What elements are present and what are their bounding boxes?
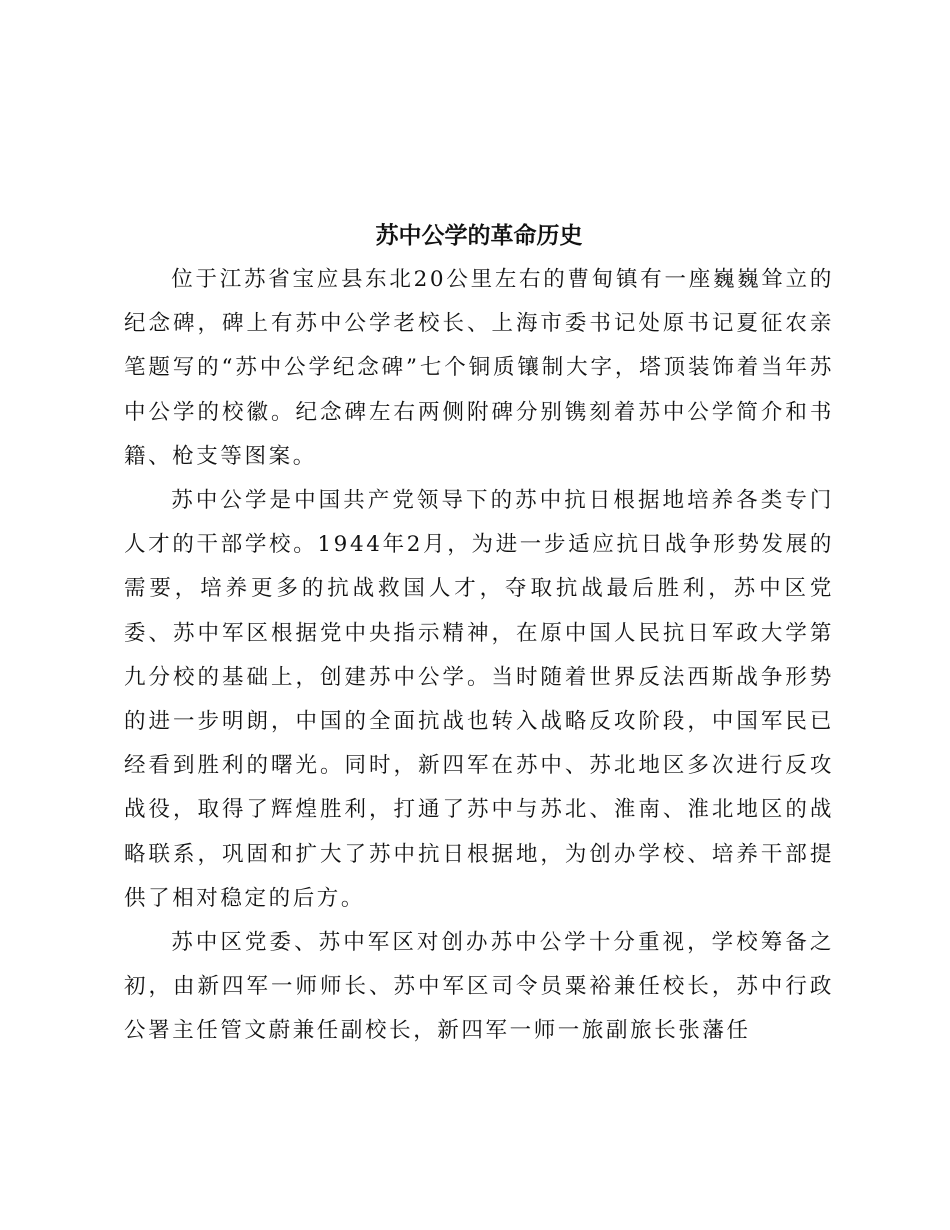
paragraph-monument: 位于江苏省宝应县东北20公里左右的曹甸镇有一座巍巍耸立的纪念碑，碑上有苏中公学老校长、上海市委书记处原书记夏征农亲笔题写的“苏中公学纪念碑”七个铜质镶制大字，塔顶装饰着当年苏中公学的校徽。纪念碑左右两侧附碑分别镌刻着苏中公学简介和书籍、枪支等图案。 — [124, 267, 834, 469]
paragraph-leadership: 苏中区党委、苏中军区对创办苏中公学十分重视，学校筹备之初，由新四军一师师长、苏中军区司令员粟裕兼任校长，苏中行政公署主任管文蔚兼任副校长，新四军一师一旅副旅长张藩任 — [124, 930, 834, 1044]
paragraph-founding: 苏中公学是中国共产党领导下的苏中抗日根据地培养各类专门人才的干部学校。1944年2月，为进一步适应抗日战争形势发展的需要，培养更多的抗战救国人才，夺取抗战最后胜利，苏中区党委、苏中军区根据党中央指示精神，在原中国人民抗日军政大学第九分校的基础上，创建苏中公学。当时随着世界反法西斯战争形势的进一步明朗，中国的全面抗战也转入战略反攻阶段，中国军民已经看到胜利的曙光。同时，新四军在苏中、苏北地区多次进行反攻战役，取得了辉煌胜利，打通了苏中与苏北、淮南、淮北地区的战略联系，巩固和扩大了苏中抗日根据地，为创办学校、培养干部提供了相对稳定的后方。 — [124, 488, 834, 911]
document-title: 苏中公学的革命历史 — [375, 222, 583, 249]
document-body — [124, 214, 834, 1054]
